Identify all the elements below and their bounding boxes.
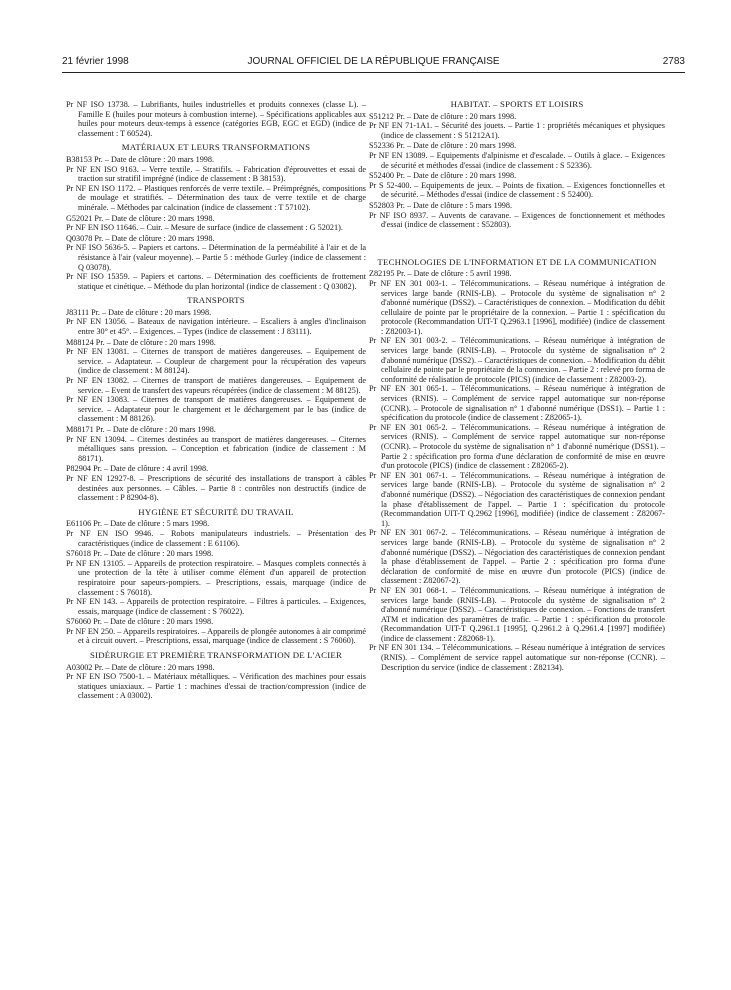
standard-entry: Pr NF EN 13089. – Equipements d'alpinisme et d'escalade. – Outils à glace. – Exigences de sécurité et méthodes d'essai (indice de classement : S 52336). [369,150,665,170]
closing-date-line: S51212 Pr. – Date de clôture : 20 mars 1998. [369,111,517,121]
standard-entry: Pr NF EN 301 067-1. – Télécommunications. – Réseau numérique à intégration de services large bande (RNIS-LB). – Protocole du système de signalisation n° 2 d'abonné numérique (DSS2). – Négociation des caractéristiques de connexion pendant la phase d'établissement de l'appel. – Partie 1 : spécification du protocole (Recommandation UIT-T Q.2962 [1996], modifiée) (indice de classement : Z82067-1). [369,470,665,528]
standard-entry: Pr NF EN 301 065-1. – Télécommunications. – Réseau numérique à intégration de services (RNIS). – Complément de service rappel automatique sur non-réponse (CCNR). – Protocole de signalisation n° 1 d'abonné numérique (DSS1). – Partie 1 : spécification du protocole (indice de classement : Z82065-1). [369,384,665,423]
header-rule [62,72,685,73]
right-column [369,100,665,672]
standard-entry: Pr NF EN 301 003-2. – Télécommunications. – Réseau numérique à intégration de services large bande (RNIS-LB). – Protocole du système de signalisation n° 2 d'abonné numérique (DSS2). – Caractéristiques de connexion. – Modification du débit cellulaire de pointe par le propriétaire de la connexion. – Partie 2 : relevé pro forma de conformité de réalisation de protocole (PICS) (indice de classement : Z82003-2). [369,336,665,384]
standard-entry: Pr NF EN ISO 9163. – Verre textile. – Stratifils. – Fabrication d'éprouvettes et essai de traction sur stratifil imprégné (indice de classement : B 38153). [66,164,366,184]
left-column [66,100,366,701]
section-heading: HABITAT. – SPORTS ET LOISIRS [450,99,584,109]
closing-date-line: A03002 Pr. – Date de clôture : 20 mars 1998. [66,662,215,672]
closing-date-line: E61106 Pr. – Date de clôture : 5 mars 1998. [66,519,210,529]
section-heading: TRANSPORTS [187,295,245,306]
standard-entry: Pr NF EN 301 134. – Télécommunications. – Réseau numérique à intégration de services (RNIS). – Complément de service rappel automatique sur non-réponse (CCNR). – Description du service (indice de classement : Z82134). [369,643,665,672]
standard-entry: Pr NF EN 13105. – Appareils de protection respiratoire. – Masques complets connectés à une protection de la tête à utiliser comme élément d'un appareil de protection respiratoire pour sapeurs-pompiers. – Prescriptions, essais, marquage (indice de classement : S 76018). [66,558,366,597]
standard-entry: Pr NF EN ISO 9946. – Robots manipulateurs industriels. – Présentation des caractéristiques (indice de classement : E 61106). [66,528,366,548]
standard-entry: Pr S 52-400. – Equipements de jeux. – Points de fixation. – Exigences fonctionnelles et de sécurité. – Méthodes d'essai (indice de classement : S 52400). [369,180,665,200]
standard-entry: Pr NF EN 71-1A1. – Sécurité des jouets. – Partie 1 : propriétés mécaniques et physiques (indice de classement : S 51212A1). [369,121,665,140]
standard-entry: Pr NF EN 13094. – Citernes destinées au transport de matières dangereuses. – Citernes métalliques sans pression. – Conception et fabrication (indice de classement : M 88171). [66,434,366,463]
standard-entry: Pr NF EN 143. – Appareils de protection respiratoire. – Filtres à particules. – Exigences, essais, marquage (indice de classement : S 76022). [66,597,366,616]
standard-entry: Pr NF EN ISO 7500-1. – Matériaux métalliques. – Vérification des machines pour essais statiques uniaxiaux. – Partie 1 : machines d'essai de traction/compression (indice de classement : A 03002). [66,672,366,701]
journal-title: JOURNAL OFFICIEL DE LA RÉPUBLIQUE FRANÇAISE [247,56,500,67]
standard-entry: Pr NF EN 13081. – Citernes de transport de matières dangereuses. – Equipement de service. – Adaptateur. – Coupleur de chargement pour la récupération des vapeurs (indice de classement : M 88124). [66,347,366,376]
closing-date-line: B38153 Pr. – Date de clôture : 20 mars 1998. [66,154,215,164]
closing-date-line: S52803 Pr. – Date de clôture : 5 mars 1998. [369,200,513,210]
closing-date-line: G52021 Pr. – Date de clôture : 20 mars 1998. [66,213,215,223]
page-header [62,56,685,70]
closing-date-line: S52400 Pr. – Date de clôture : 20 mars 1998. [369,171,517,181]
standard-entry: Pr NF EN 12927-8. – Prescriptions de sécurité des installations de transport à câbles destinées aux personnes. – Câbles. – Partie 8 : contrôles non destructifs (indice de classement : P 82904-8). [66,473,366,503]
page-number: 2783 [662,56,685,67]
standard-entry: Pr NF EN 13056. – Bateaux de navigation intérieure. – Escaliers à angles d'inclinaison entre 30° et 45°. – Exigences. – Types (indice de classement : J 83111). [66,317,366,337]
closing-date-line: M88171 Pr. – Date de clôture : 20 mars 1998. [66,425,216,434]
standard-entry: Pr NF EN ISO 11646. – Cuir. – Mesure de surface (indice de classement : G 52021). [66,223,343,233]
closing-date-line: S52336 Pr. – Date de clôture : 20 mars 1998. [369,141,517,151]
closing-date-line: J83111 Pr. – Date de clôture : 20 mars 1998. [66,307,212,317]
standard-entry: Pr NF EN 301 068-1. – Télécommunications. – Réseau numérique à intégration de services large bande (RNIS-LB). – Protocole du système de signalisation n° 2 d'abonné numérique (DSS2). – Caractéristiques de connexion. – Fonctions de transfert ATM et indication des paramètres de trafic. – Partie 1 : spécification du protocole (Recommandation UIT-T Q.2961.1 [1995], Q.2961.2 à Q.2961.4 [1997] modifiée) (indice de classement : Z82068-1). [369,585,665,643]
section-heading: SIDÉRURGIE ET PREMIÈRE TRANSFORMATION DE L'ACIER [89,650,343,661]
section-heading: HYGIÈNE ET SÉCURITÉ DU TRAVAIL [138,506,294,517]
closing-date-line: S76018 Pr. – Date de clôture : 20 mars 1998. [66,549,214,559]
closing-date-line: P82904 Pr. – Date de clôture : 4 avril 1998. [66,464,209,474]
standard-entry: Pr NF EN 13082. – Citernes de transport de matières dangereuses. – Equipement de service. – Event de transfert des vapeurs récupérées (indice de classement : M 88125). [66,376,366,395]
section-heading: MATÉRIAUX ET LEURS TRANSFORMATIONS [121,142,311,153]
standard-entry: Pr NF EN ISO 1172. – Plastiques renforcés de verre textile. – Préimprégnés, compositions de moulage et stratifiés. – Détermination des taux de verre textile et de charge minérale. – Méthodes par calcination (indice de classement : T 57102). [66,183,366,212]
standard-entry: Pr NF EN 13083. – Citernes de transport de matières dangereuses. – Equipement de service. – Adaptateur pour le chargement et le déchargement par le bas (indice de classement : M 88126). [66,395,366,424]
standard-entry: Pr NF EN 301 065-2. – Télécommunications. – Réseau numérique à intégration de services (RNIS). – Complément de service rappel automatique sur non-réponse (CCNR). – Protocole du système de signalisation n° 1 d'abonné numérique (DSS1). – Partie 2 : spécification pro forma d'une déclaration de conformité de mise en œuvre d'un protocole (PICS) (indice de classement : Z82065-2). [369,422,665,471]
section-heading: TECHNOLOGIES DE L'INFORMATION ET DE LA COMMUNICATION [377,256,657,267]
issue-date: 21 février 1998 [62,56,129,67]
standard-entry: Pr NF ISO 15359. – Papiers et cartons. – Détermination des coefficients de frottement statique et cinétique. – Méthode du plan horizontal (indice de classement : Q 03082). [66,272,366,291]
closing-date-line: S76060 Pr. – Date de clôture : 20 mars 1998. [66,617,214,627]
standard-entry: Pr NF ISO 13738. – Lubrifiants, huiles industrielles et produits connexes (classe L). – Famille E (huiles pour moteurs à combustion interne). – Spécifications applicables aux huiles pour moteurs deux-temps à essence (catégories EGB, EGC et EGD) (indice de classement : T 60524). [66,100,366,138]
closing-date-line: Z82195 Pr. – Date de clôture : 5 avril 1998. [369,269,512,279]
standard-entry: Pr NF EN 301 067-2. – Télécommunications. – Réseau numérique à intégration de services large bande (RNIS-LB). – Protocole du système de signalisation n° 2 d'abonné numérique (DSS2). – Négociation des caractéristiques de connexion pendant la phase d'établissement de l'appel. – Partie 2 : spécification pro forma d'une déclaration de conformité de mise en œuvre d'un protocole (PICS) (indice de classement : Z82067-2). [369,528,665,586]
standard-entry: Pr NF EN 301 003-1. – Télécommunications. – Réseau numérique à intégration de services large bande (RNIS-LB). – Protocole du système de signalisation n° 2 d'abonné numérique (DSS2). – Caractéristiques de connexion. – Modification du débit cellulaire de pointe par le propriétaire de la connexion. – Partie 1 : spécification du protocole (Recommandation UIT-T Q.2963.1 [1996], modifiée) (indice de classement : Z82003-1). [369,278,665,336]
closing-date-line: M88124 Pr. – Date de clôture : 20 mars 1998. [66,337,216,347]
standard-entry: Pr NF ISO 5636-5. – Papiers et cartons. – Détermination de la perméabilité à l'air et de la résistance à l'air (valeur moyenne). – Partie 5 : méthode Gurley (indice de classement : Q 03078). [66,243,366,272]
closing-date-line: Q03078 Pr. – Date de clôture : 20 mars 1998. [66,233,215,243]
standard-entry: Pr NF ISO 8937. – Auvents de caravane. – Exigences de fonctionnement et méthodes d'essai (indice de classement : S52803). [369,210,665,230]
standard-entry: Pr NF EN 250. – Appareils respiratoires. – Appareils de plongée autonomes à air comprimé et à circuit ouvert. – Prescriptions, essai, marquage (indice de classement : S 76060). [66,626,366,646]
